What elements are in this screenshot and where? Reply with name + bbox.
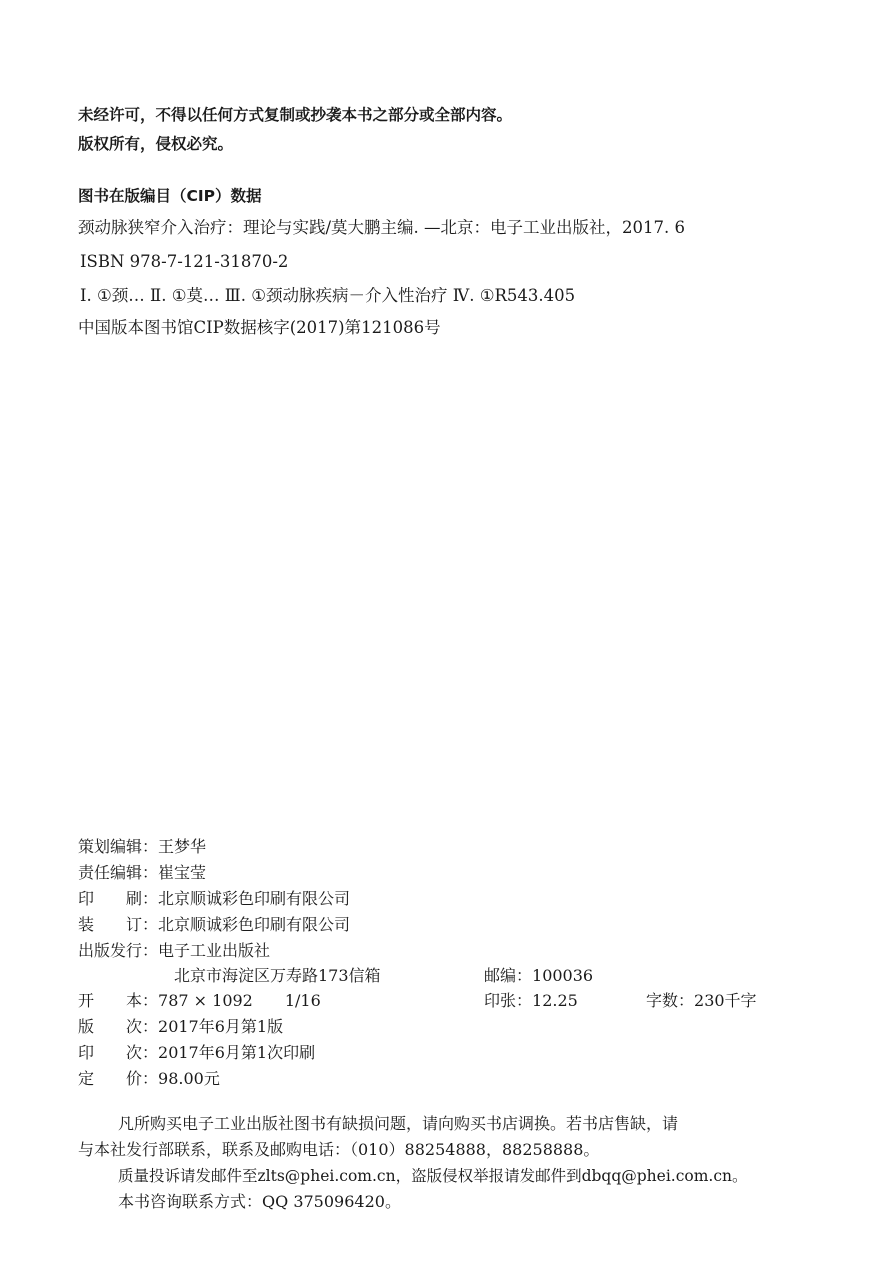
printing-value: 北京顺诚彩色印刷有限公司	[158, 889, 351, 908]
format-value: 787 × 1092 1/16	[158, 991, 321, 1010]
printing-label: 印 刷：	[78, 889, 159, 908]
binding-label: 装 订：	[78, 915, 159, 934]
publisher-value: 电子工业出版社	[158, 941, 271, 960]
postcode	[484, 966, 593, 986]
cip-heading: 图书在版编目（CIP）数据	[78, 187, 262, 205]
format	[78, 991, 321, 1011]
sheets-label: 印张：	[484, 991, 533, 1010]
edition-label: 版 次：	[78, 1017, 159, 1036]
cip-library-code: 中国版本图书馆CIP数据核字(2017)第121086号	[78, 318, 441, 337]
sheets	[484, 991, 578, 1011]
planning-editor-label: 策划编辑：	[78, 837, 159, 856]
price-value: 98.00元	[158, 1069, 220, 1088]
sheets-value: 12.25	[532, 991, 578, 1010]
responsible-editor-value: 崔宝莹	[158, 863, 207, 882]
planning-editor	[78, 837, 206, 857]
cip-classification: Ⅰ. ①颈… Ⅱ. ①莫… Ⅲ. ①颈动脉疾病－介入性治疗 Ⅳ. ①R543.405	[80, 286, 576, 305]
publisher-label: 出版发行：	[78, 941, 159, 960]
responsible-editor-label: 责任编辑：	[78, 863, 159, 882]
postcode-label: 邮编：	[484, 966, 533, 985]
format-label: 开 本：	[78, 991, 159, 1010]
notice-line-2: 与本社发行部联系，联系及邮购电话：（010）88254888，88258888。	[78, 1140, 600, 1159]
printing	[78, 889, 350, 909]
binding-value: 北京顺诚彩色印刷有限公司	[158, 915, 351, 934]
cip-title-line: 颈动脉狭窄介入治疗：理论与实践/莫大鹏主编. —北京：电子工业出版社，2017. 6	[78, 218, 686, 237]
impression-value: 2017年6月第1次印刷	[158, 1043, 316, 1062]
impression	[78, 1043, 315, 1063]
publisher-address: 北京市海淀区万寿路173信箱	[174, 966, 381, 985]
impression-label: 印 次：	[78, 1043, 159, 1062]
publisher	[78, 941, 270, 961]
notice-line-3: 质量投诉请发邮件至zlts@phei.com.cn，盗版侵权举报请发邮件到dbqq@phei.com.cn。	[118, 1167, 748, 1185]
word-count	[646, 991, 757, 1011]
edition	[78, 1017, 283, 1037]
postcode-value: 100036	[532, 966, 594, 985]
notice-line-1: 凡所购买电子工业出版社图书有缺损问题，请向购买书店调换。若书店售缺，请	[118, 1114, 679, 1133]
rights-reserved: 版权所有，侵权必究。	[78, 135, 234, 153]
word-count-label: 字数：	[646, 991, 695, 1010]
notice-line-4: 本书咨询联系方式：QQ 375096420。	[118, 1192, 401, 1211]
cip-isbn: ISBN 978-7-121-31870-2	[80, 252, 289, 271]
binding	[78, 915, 350, 935]
price-label: 定 价：	[78, 1069, 159, 1088]
responsible-editor	[78, 863, 206, 883]
copyright-notice: 未经许可，不得以任何方式复制或抄袭本书之部分或全部内容。	[78, 106, 513, 124]
planning-editor-value: 王梦华	[158, 837, 207, 856]
edition-value: 2017年6月第1版	[158, 1017, 284, 1036]
price	[78, 1069, 220, 1089]
word-count-value: 230千字	[694, 991, 757, 1010]
